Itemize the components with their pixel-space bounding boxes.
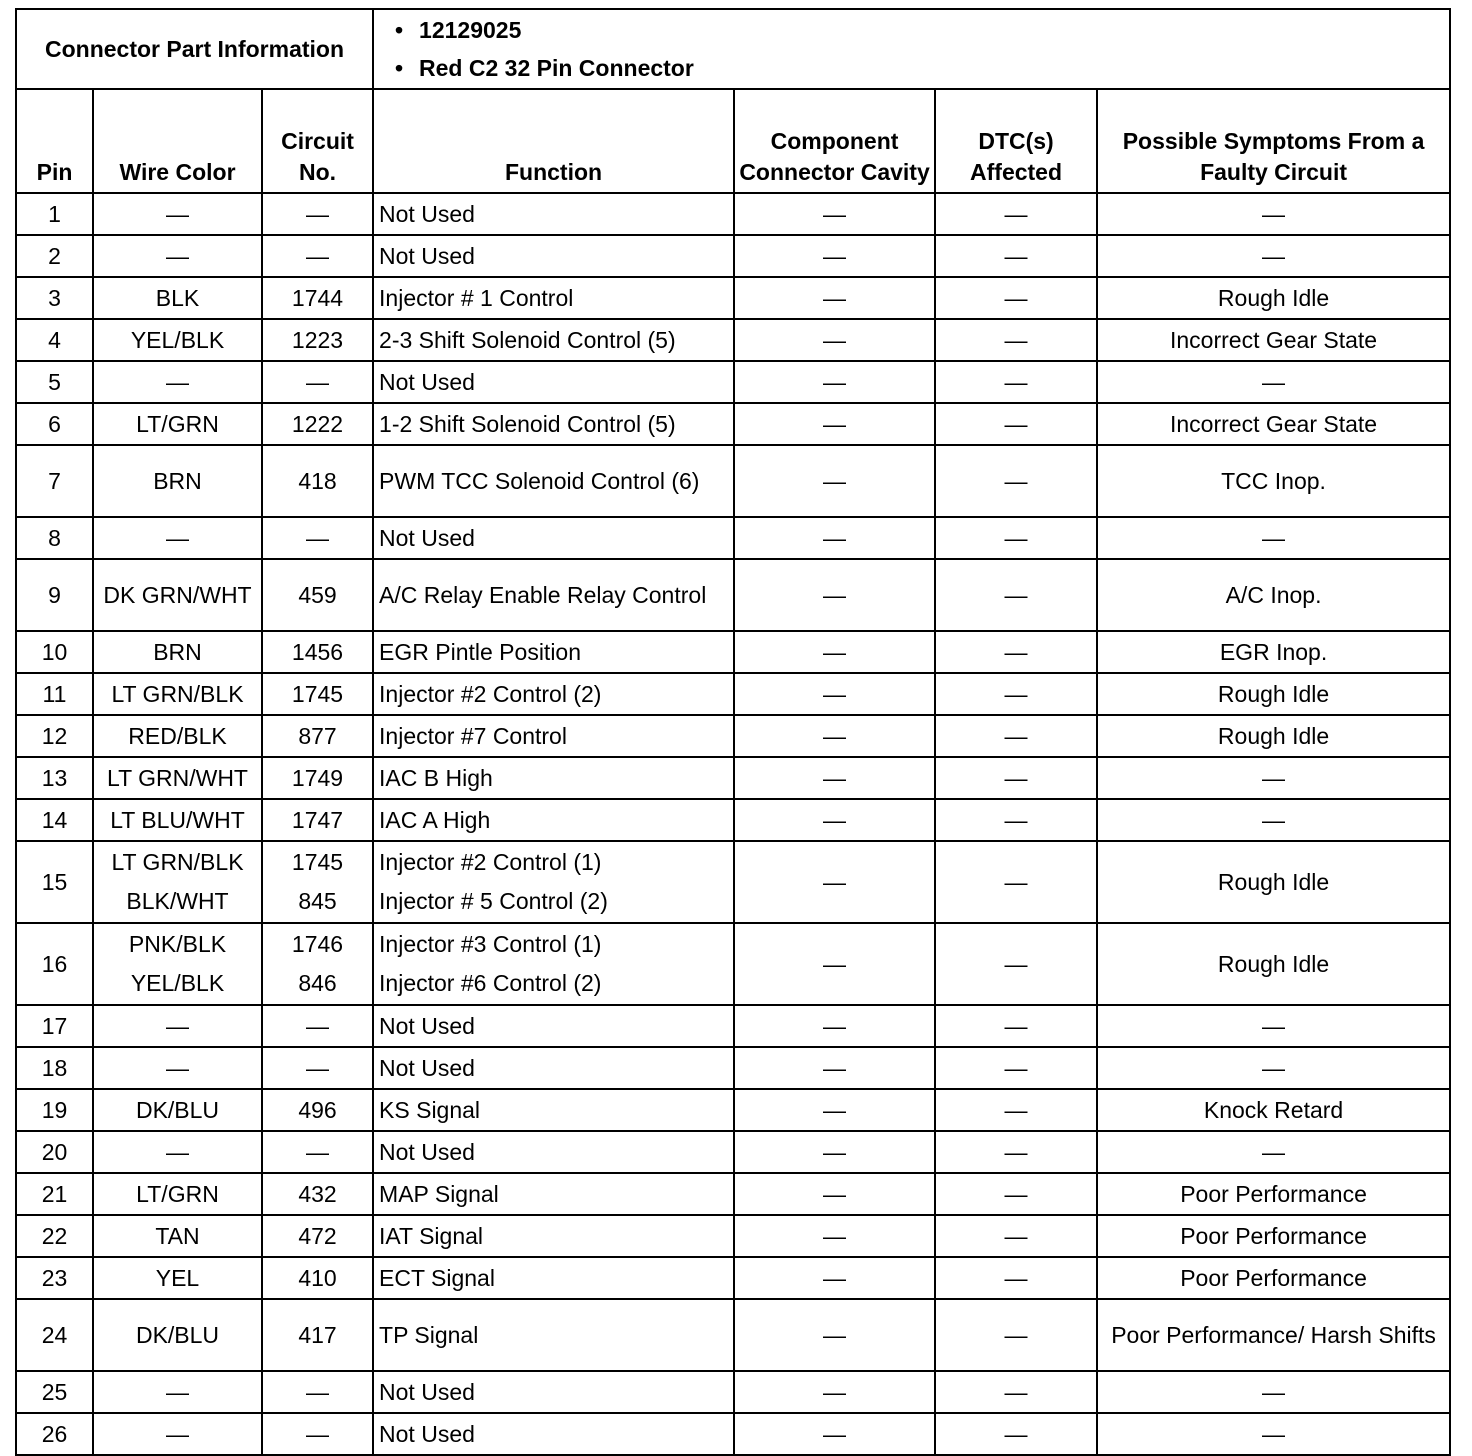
wire-color-cell: DK/BLU — [93, 1089, 262, 1131]
wire-color-cell: LT GRN/WHT — [93, 757, 262, 799]
dtc-cell: — — [935, 235, 1097, 277]
circuit-no-cell: — — [262, 361, 373, 403]
cavity-cell: — — [734, 1047, 935, 1089]
dtc-cell: — — [935, 1299, 1097, 1371]
symptom-cell: Poor Performance — [1097, 1215, 1450, 1257]
symptom-cell: — — [1097, 1131, 1450, 1173]
pin-cell: 3 — [16, 277, 93, 319]
circuit-no-cell: 1749 — [262, 757, 373, 799]
dtc-cell: — — [935, 1257, 1097, 1299]
symptom-cell: Poor Performance — [1097, 1257, 1450, 1299]
circuit-no-cell: — — [262, 1005, 373, 1047]
pin-cell: 2 — [16, 235, 93, 277]
function-cell: Not Used — [373, 361, 734, 403]
header-wire-color: Wire Color — [93, 89, 262, 193]
wire-color-cell: — — [93, 517, 262, 559]
table-row — [16, 1005, 1450, 1047]
dtc-cell: — — [935, 923, 1097, 1005]
cavity-cell: — — [734, 361, 935, 403]
wire-color-cell: TAN — [93, 1215, 262, 1257]
function-cell-line: Injector #6 Control (2) — [379, 970, 602, 996]
table-row — [16, 193, 1450, 235]
function-cell: Not Used — [373, 1005, 734, 1047]
function-cell: MAP Signal — [373, 1173, 734, 1215]
table-row — [16, 715, 1450, 757]
pin-cell: 24 — [16, 1299, 93, 1371]
circuit-no-cell-line: 845 — [298, 888, 337, 914]
table-row — [16, 1173, 1450, 1215]
pin-cell: 10 — [16, 631, 93, 673]
symptom-cell: — — [1097, 1371, 1450, 1413]
cavity-cell: — — [734, 1371, 935, 1413]
wire-color-cell: DK/BLU — [93, 1299, 262, 1371]
circuit-no-cell: 432 — [262, 1173, 373, 1215]
symptom-cell: Rough Idle — [1097, 277, 1450, 319]
header-dtc: DTC(s) Affected — [935, 89, 1097, 193]
cavity-cell: — — [734, 631, 935, 673]
function-cell-line: Injector # 5 Control (2) — [379, 888, 608, 914]
pin-cell: 15 — [16, 841, 93, 923]
cavity-cell: — — [734, 403, 935, 445]
circuit-no-cell: 1223 — [262, 319, 373, 361]
cavity-cell: — — [734, 673, 935, 715]
function-cell: Injector #7 Control — [373, 715, 734, 757]
circuit-no-cell: — — [262, 517, 373, 559]
wire-color-cell: — — [93, 1371, 262, 1413]
circuit-no-cell: 496 — [262, 1089, 373, 1131]
cavity-cell: — — [734, 1173, 935, 1215]
wire-color-cell: — — [93, 1047, 262, 1089]
function-cell: IAT Signal — [373, 1215, 734, 1257]
function-cell: Injector #2 Control (2) — [373, 673, 734, 715]
table-row — [16, 1257, 1450, 1299]
cavity-cell: — — [734, 715, 935, 757]
circuit-no-cell-line: 1745 — [291, 849, 344, 875]
dtc-cell: — — [935, 403, 1097, 445]
header-row — [16, 89, 1450, 193]
cavity-cell: — — [734, 1131, 935, 1173]
cavity-cell: — — [734, 193, 935, 235]
table-row — [16, 517, 1450, 559]
cavity-cell: — — [734, 1215, 935, 1257]
pin-cell: 23 — [16, 1257, 93, 1299]
table-row — [16, 841, 1450, 923]
symptom-cell: Incorrect Gear State — [1097, 319, 1450, 361]
function-cell: A/C Relay Enable Relay Control — [373, 559, 734, 631]
header-circuit-no: Circuit No. — [262, 89, 373, 193]
dtc-cell: — — [935, 799, 1097, 841]
function-cell: Not Used — [373, 1047, 734, 1089]
table-row — [16, 1089, 1450, 1131]
pin-cell: 20 — [16, 1131, 93, 1173]
dtc-cell: — — [935, 631, 1097, 673]
wire-color-cell: LT/GRN — [93, 403, 262, 445]
circuit-no-cell: — — [262, 193, 373, 235]
pin-cell: 12 — [16, 715, 93, 757]
dtc-cell: — — [935, 277, 1097, 319]
pin-cell: 11 — [16, 673, 93, 715]
circuit-no-cell-line: 846 — [298, 970, 337, 996]
cavity-cell: — — [734, 517, 935, 559]
cavity-cell: — — [734, 841, 935, 923]
wire-color-cell: YEL/BLK — [93, 319, 262, 361]
wire-color-cell: DK GRN/WHT — [93, 559, 262, 631]
pin-cell: 19 — [16, 1089, 93, 1131]
symptom-cell: TCC Inop. — [1097, 445, 1450, 517]
table-row — [16, 631, 1450, 673]
circuit-no-cell: 410 — [262, 1257, 373, 1299]
function-cell-line: Injector #3 Control (1) — [379, 931, 602, 957]
wire-color-cell: BLK — [93, 277, 262, 319]
dtc-cell: — — [935, 1413, 1097, 1455]
pin-cell: 17 — [16, 1005, 93, 1047]
cavity-cell: — — [734, 445, 935, 517]
table-row — [16, 235, 1450, 277]
table-row — [16, 277, 1450, 319]
circuit-no-cell: 1222 — [262, 403, 373, 445]
cavity-cell: — — [734, 757, 935, 799]
dtc-cell: — — [935, 1371, 1097, 1413]
table-row — [16, 1215, 1450, 1257]
circuit-no-cell — [262, 841, 373, 923]
dtc-cell: — — [935, 1131, 1097, 1173]
pin-cell: 13 — [16, 757, 93, 799]
table-row — [16, 361, 1450, 403]
dtc-cell: — — [935, 1005, 1097, 1047]
function-cell: Not Used — [373, 1131, 734, 1173]
wire-color-cell: BRN — [93, 445, 262, 517]
circuit-no-cell: 417 — [262, 1299, 373, 1371]
function-cell: Not Used — [373, 1371, 734, 1413]
wire-color-cell: RED/BLK — [93, 715, 262, 757]
function-cell: EGR Pintle Position — [373, 631, 734, 673]
table-row — [16, 319, 1450, 361]
pin-cell: 25 — [16, 1371, 93, 1413]
cavity-cell: — — [734, 799, 935, 841]
dtc-cell: — — [935, 757, 1097, 799]
dtc-cell: — — [935, 673, 1097, 715]
cavity-cell: — — [734, 277, 935, 319]
wire-color-cell: LT GRN/BLK — [93, 673, 262, 715]
symptom-cell: — — [1097, 757, 1450, 799]
function-cell: KS Signal — [373, 1089, 734, 1131]
pin-cell: 4 — [16, 319, 93, 361]
connector-info-list — [373, 9, 1450, 89]
dtc-cell: — — [935, 1215, 1097, 1257]
dtc-cell: — — [935, 517, 1097, 559]
dtc-cell: — — [935, 1047, 1097, 1089]
wire-color-cell-line: LT GRN/BLK — [111, 849, 244, 875]
wire-color-cell-line: YEL/BLK — [130, 970, 225, 996]
circuit-no-cell: — — [262, 1413, 373, 1455]
wire-color-cell: — — [93, 361, 262, 403]
pin-cell: 1 — [16, 193, 93, 235]
symptom-cell: Poor Performance/ Harsh Shifts — [1097, 1299, 1450, 1371]
symptom-cell: — — [1097, 1005, 1450, 1047]
table-row — [16, 1371, 1450, 1413]
wire-color-cell-line: PNK/BLK — [128, 931, 227, 957]
symptom-cell: Rough Idle — [1097, 673, 1450, 715]
dtc-cell: — — [935, 841, 1097, 923]
cavity-cell: — — [734, 319, 935, 361]
dtc-cell: — — [935, 361, 1097, 403]
cavity-cell: — — [734, 1005, 935, 1047]
header-pin: Pin — [16, 89, 93, 193]
connector-part-number: • 12129025 — [419, 11, 1449, 49]
wire-color-cell: YEL — [93, 1257, 262, 1299]
pin-cell: 22 — [16, 1215, 93, 1257]
circuit-no-cell: 459 — [262, 559, 373, 631]
table-row — [16, 445, 1450, 517]
function-cell: 2-3 Shift Solenoid Control (5) — [373, 319, 734, 361]
header-cavity: Component Connector Cavity — [734, 89, 935, 193]
wire-color-cell: — — [93, 1005, 262, 1047]
table-row — [16, 799, 1450, 841]
connector-pinout-table — [15, 8, 1451, 1456]
cavity-cell: — — [734, 923, 935, 1005]
wire-color-cell: — — [93, 1131, 262, 1173]
dtc-cell: — — [935, 193, 1097, 235]
cavity-cell: — — [734, 1413, 935, 1455]
symptom-cell: — — [1097, 193, 1450, 235]
circuit-no-cell: — — [262, 1131, 373, 1173]
cavity-cell: — — [734, 1257, 935, 1299]
cavity-cell: — — [734, 559, 935, 631]
symptom-cell: EGR Inop. — [1097, 631, 1450, 673]
circuit-no-cell-line: 1746 — [291, 931, 344, 957]
wire-color-cell: LT/GRN — [93, 1173, 262, 1215]
function-cell: PWM TCC Solenoid Control (6) — [373, 445, 734, 517]
wire-color-cell: BRN — [93, 631, 262, 673]
function-cell: ECT Signal — [373, 1257, 734, 1299]
pin-cell: 18 — [16, 1047, 93, 1089]
symptom-cell: — — [1097, 799, 1450, 841]
circuit-no-cell: 877 — [262, 715, 373, 757]
symptom-cell: Rough Idle — [1097, 841, 1450, 923]
dtc-cell: — — [935, 319, 1097, 361]
cavity-cell: — — [734, 1089, 935, 1131]
symptom-cell: A/C Inop. — [1097, 559, 1450, 631]
pin-cell: 16 — [16, 923, 93, 1005]
wire-color-cell — [93, 923, 262, 1005]
function-cell: Not Used — [373, 193, 734, 235]
wire-color-cell: LT BLU/WHT — [93, 799, 262, 841]
circuit-no-cell: 472 — [262, 1215, 373, 1257]
header-function: Function — [373, 89, 734, 193]
symptom-cell: Poor Performance — [1097, 1173, 1450, 1215]
pin-cell: 5 — [16, 361, 93, 403]
circuit-no-cell: 418 — [262, 445, 373, 517]
function-cell: Not Used — [373, 1413, 734, 1455]
symptom-cell: Knock Retard — [1097, 1089, 1450, 1131]
symptom-cell: — — [1097, 361, 1450, 403]
function-cell: TP Signal — [373, 1299, 734, 1371]
table-row — [16, 559, 1450, 631]
function-cell: Injector # 1 Control — [373, 277, 734, 319]
circuit-no-cell: 1456 — [262, 631, 373, 673]
table-row — [16, 757, 1450, 799]
function-cell — [373, 923, 734, 1005]
table-row — [16, 1299, 1450, 1371]
connector-info-row — [16, 9, 1450, 89]
function-cell: IAC B High — [373, 757, 734, 799]
connector-info-label: Connector Part Information — [16, 9, 373, 89]
dtc-cell: — — [935, 559, 1097, 631]
pin-cell: 14 — [16, 799, 93, 841]
wire-color-cell: — — [93, 193, 262, 235]
circuit-no-cell: — — [262, 1371, 373, 1413]
cavity-cell: — — [734, 235, 935, 277]
symptom-cell: Incorrect Gear State — [1097, 403, 1450, 445]
table-row — [16, 923, 1450, 1005]
table-row — [16, 673, 1450, 715]
function-cell-line: Injector #2 Control (1) — [379, 849, 602, 875]
cavity-cell: — — [734, 1299, 935, 1371]
circuit-no-cell: 1745 — [262, 673, 373, 715]
symptom-cell: — — [1097, 517, 1450, 559]
function-cell: Not Used — [373, 517, 734, 559]
circuit-no-cell: 1744 — [262, 277, 373, 319]
table-row — [16, 1047, 1450, 1089]
connector-description: • Red C2 32 Pin Connector — [419, 49, 1449, 87]
table-row — [16, 403, 1450, 445]
pin-cell: 8 — [16, 517, 93, 559]
pin-cell: 26 — [16, 1413, 93, 1455]
wire-color-cell: — — [93, 1413, 262, 1455]
pin-cell: 9 — [16, 559, 93, 631]
symptom-cell: Rough Idle — [1097, 715, 1450, 757]
wire-color-cell: — — [93, 235, 262, 277]
symptom-cell: Rough Idle — [1097, 923, 1450, 1005]
dtc-cell: — — [935, 1173, 1097, 1215]
wire-color-cell-line: BLK/WHT — [126, 888, 229, 914]
pin-cell: 7 — [16, 445, 93, 517]
function-cell: IAC A High — [373, 799, 734, 841]
header-symptoms: Possible Symptoms From a Faulty Circuit — [1097, 89, 1450, 193]
function-cell: Not Used — [373, 235, 734, 277]
function-cell: 1-2 Shift Solenoid Control (5) — [373, 403, 734, 445]
pin-cell: 21 — [16, 1173, 93, 1215]
table-row — [16, 1413, 1450, 1455]
table-row — [16, 1131, 1450, 1173]
circuit-no-cell: 1747 — [262, 799, 373, 841]
function-cell — [373, 841, 734, 923]
symptom-cell: — — [1097, 1413, 1450, 1455]
dtc-cell: — — [935, 445, 1097, 517]
circuit-no-cell: — — [262, 235, 373, 277]
symptom-cell: — — [1097, 235, 1450, 277]
pin-cell: 6 — [16, 403, 93, 445]
circuit-no-cell — [262, 923, 373, 1005]
dtc-cell: — — [935, 715, 1097, 757]
symptom-cell: — — [1097, 1047, 1450, 1089]
dtc-cell: — — [935, 1089, 1097, 1131]
circuit-no-cell: — — [262, 1047, 373, 1089]
wire-color-cell — [93, 841, 262, 923]
